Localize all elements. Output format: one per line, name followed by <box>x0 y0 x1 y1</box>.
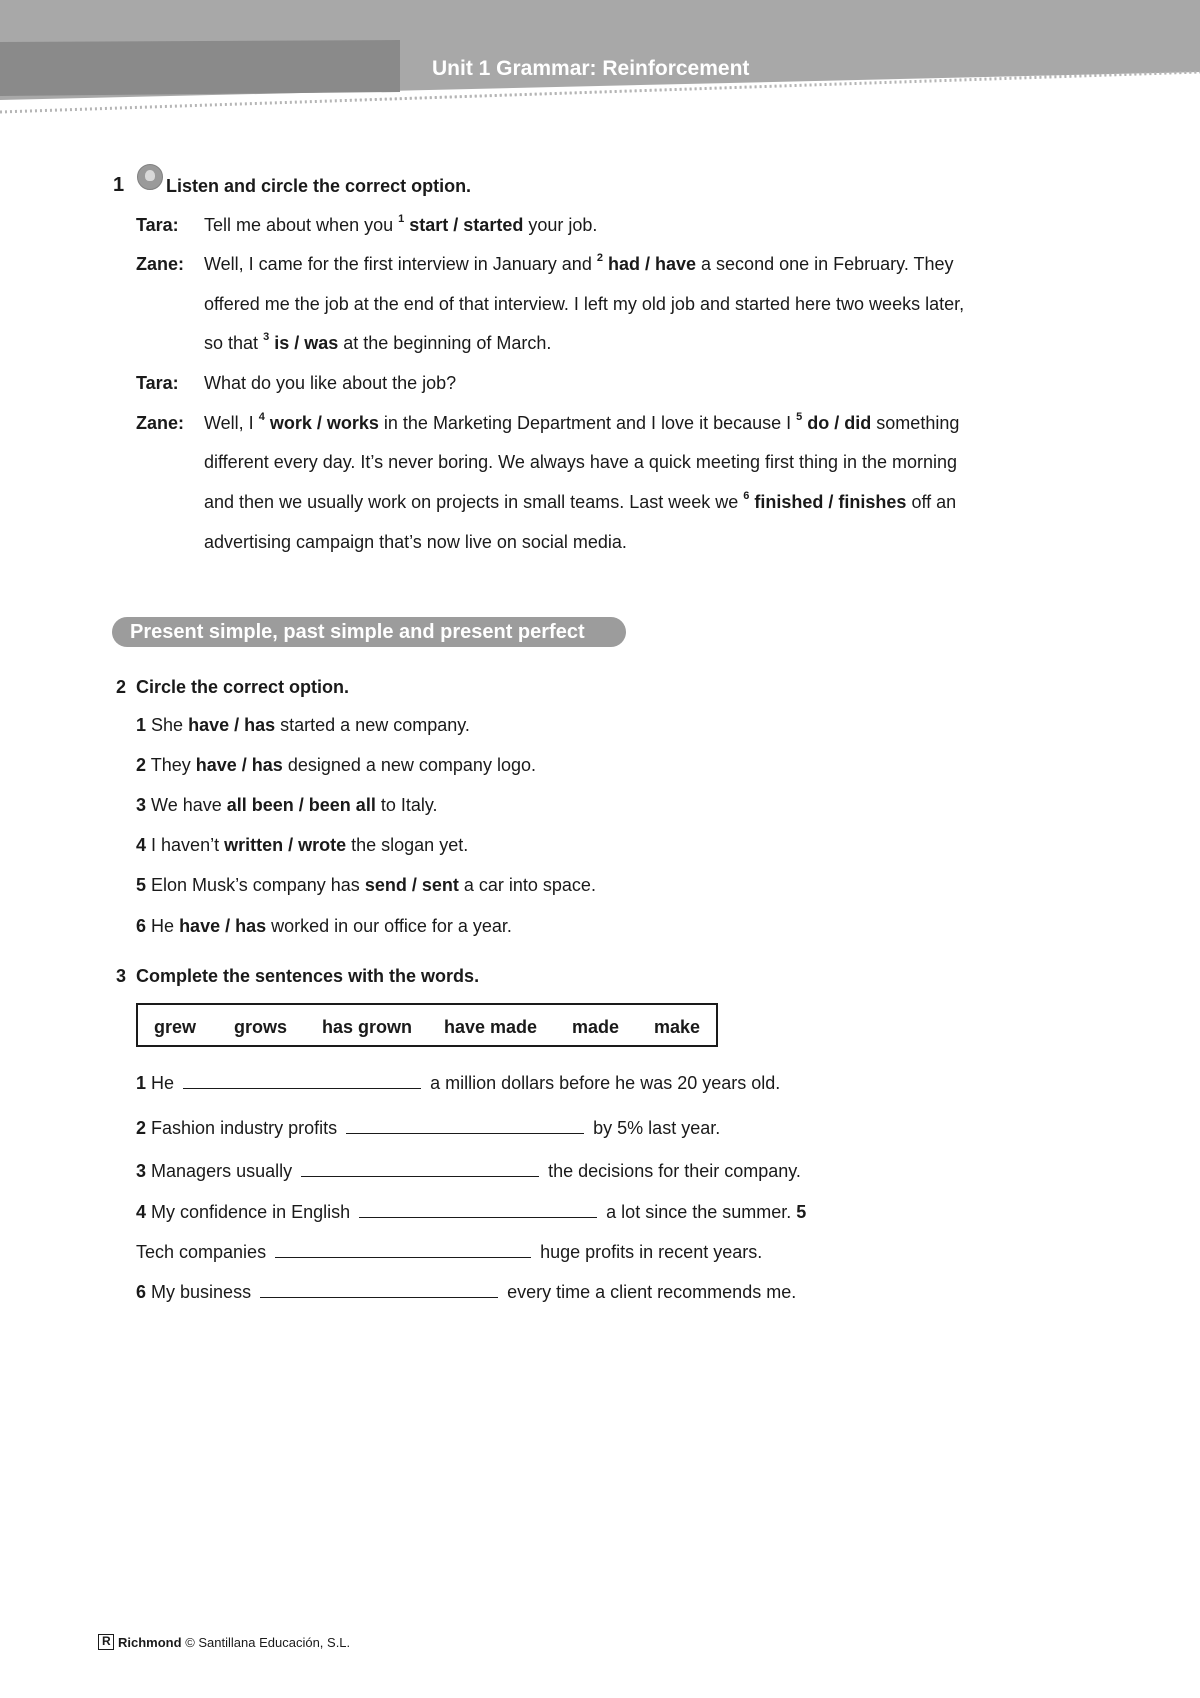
text: a car into space. <box>463 875 596 895</box>
gap-number: 4 <box>258 411 265 423</box>
word-box <box>136 1003 718 1047</box>
text: Elon Musk’s company has <box>151 875 360 895</box>
section-heading <box>112 617 626 647</box>
text: designed a new company logo. <box>287 755 536 775</box>
page-title: Unit 1 Grammar: Reinforcement <box>432 57 750 80</box>
ex2-item <box>136 917 512 935</box>
item-number: 5 <box>136 875 147 895</box>
text: Well, I came for the first interview in January and <box>204 254 592 274</box>
option-pair[interactable]: send / sent <box>364 875 459 895</box>
option-pair[interactable]: is / was <box>274 333 339 353</box>
word-option: made <box>572 1017 620 1037</box>
item-number: 4 <box>136 835 147 855</box>
ex2-item <box>136 796 438 814</box>
text: at the beginning of March. <box>343 333 552 353</box>
ex1-line-1 <box>136 216 179 234</box>
option-pair[interactable]: work / works <box>269 413 379 433</box>
speaker-label: Zane: <box>136 413 185 433</box>
ex1-line-6-text <box>204 411 960 433</box>
ex2-item <box>136 756 536 774</box>
text: something <box>876 413 960 433</box>
speaker-label: Tara: <box>136 373 179 393</box>
item-number: 6 <box>136 1282 147 1302</box>
answer-blank[interactable] <box>260 1281 498 1298</box>
audio-icon <box>137 164 163 190</box>
gap-number: 5 <box>796 411 803 423</box>
exercise-2-number: 2 <box>116 677 127 697</box>
word-option: has grown <box>322 1017 413 1037</box>
item-number: 3 <box>136 1161 147 1181</box>
item-number: 2 <box>136 1118 147 1138</box>
text: Well, I <box>204 413 254 433</box>
text: your job. <box>528 215 598 235</box>
item-number: 6 <box>136 916 147 936</box>
exercise-1-number: 1 <box>113 174 125 196</box>
text: so that <box>204 333 259 353</box>
speaker-label: Tara: <box>136 215 179 235</box>
publisher-logo-icon <box>98 1634 114 1650</box>
ex1-line-3: offered me the job at the end of that interview. I left my old job and started here two weeks later, <box>204 294 965 314</box>
option-pair[interactable]: have / has <box>179 916 267 936</box>
option-pair[interactable]: written / wrote <box>224 835 347 855</box>
ex3-item <box>136 1281 796 1301</box>
ex1-line-6 <box>136 414 184 432</box>
text: Managers usually <box>151 1161 293 1181</box>
ex1-line-5-text: What do you like about the job? <box>204 373 457 393</box>
text: in the Marketing Department and I love it because I <box>383 413 792 433</box>
text: Tell me about when you <box>204 215 394 235</box>
option-pair[interactable]: had / have <box>607 254 697 274</box>
gap-number: 2 <box>596 252 603 264</box>
text: to Italy. <box>380 795 438 815</box>
section-heading-text: Present simple, past simple and present perfect <box>130 621 585 643</box>
speaker-label: Zane: <box>136 254 185 274</box>
text: Fashion industry profits <box>151 1118 338 1138</box>
gap-number: 3 <box>263 331 270 343</box>
word-option: grows <box>234 1017 288 1037</box>
text: My business <box>151 1282 252 1302</box>
text: every time a client recommends me. <box>507 1282 797 1302</box>
text: We have <box>151 795 222 815</box>
option-pair[interactable]: have / has <box>195 755 283 775</box>
item-number: 2 <box>136 755 147 775</box>
ex1-line-8 <box>204 490 957 512</box>
gap-number: 6 <box>743 490 750 502</box>
ex1-line-7: different every day. It’s never boring. We always have a quick meeting first thing in the morning <box>204 452 958 472</box>
text: the slogan yet. <box>351 835 469 855</box>
text: They <box>150 755 191 775</box>
publisher-brand: Richmond <box>118 1635 182 1650</box>
word-option: grew <box>154 1017 197 1037</box>
ex1-line-4 <box>204 331 552 353</box>
item-number: 3 <box>136 795 147 815</box>
text: a second one in February. They <box>701 254 954 274</box>
ex3-item <box>136 1072 780 1092</box>
option-pair[interactable]: start / started <box>409 215 524 235</box>
text: the decisions for their company. <box>548 1161 801 1181</box>
item-number: 1 <box>136 715 147 735</box>
text: huge profits in recent years. <box>540 1242 763 1262</box>
ex1-line-2 <box>136 255 184 273</box>
text: a million dollars before he was 20 years old. <box>430 1073 781 1093</box>
item-number: 1 <box>136 1073 147 1093</box>
exercise-3-instruction: Complete the sentences with the words. <box>136 966 480 986</box>
text: He <box>151 1073 175 1093</box>
text: off an <box>911 492 957 512</box>
answer-blank[interactable] <box>275 1241 531 1258</box>
answer-blank[interactable] <box>301 1160 539 1177</box>
option-pair[interactable]: finished / finishes <box>754 492 907 512</box>
text: I haven’t <box>151 835 220 855</box>
text: She <box>151 715 184 735</box>
ex3-item <box>136 1117 720 1137</box>
exercise-1-instruction: Listen and circle the correct option. <box>166 176 472 196</box>
text: Tech companies <box>136 1242 267 1262</box>
ex2-item <box>136 836 468 854</box>
ex1-line-1-text <box>204 213 598 235</box>
answer-blank[interactable] <box>346 1117 584 1134</box>
answer-blank[interactable] <box>183 1072 421 1089</box>
text: by 5% last year. <box>593 1118 721 1138</box>
answer-blank[interactable] <box>359 1201 597 1218</box>
text: started a new company. <box>280 715 470 735</box>
exercise-2-instruction: Circle the correct option. <box>136 677 350 697</box>
ex1-line-5 <box>136 374 179 392</box>
item-number: 5 <box>796 1202 807 1222</box>
footer <box>98 1634 350 1650</box>
ex1-line-2-text <box>204 252 954 274</box>
option-pair[interactable]: have / has <box>188 715 276 735</box>
item-number: 4 <box>136 1202 147 1222</box>
text: My confidence in English <box>151 1202 351 1222</box>
exercise-3-number: 3 <box>116 966 127 986</box>
text: He <box>151 916 175 936</box>
ex1-line-9: advertising campaign that’s now live on social media. <box>204 532 627 552</box>
ex2-item <box>136 716 470 734</box>
option-pair[interactable]: all been / been all <box>226 795 376 815</box>
option-pair[interactable]: do / did <box>807 413 872 433</box>
word-option: make <box>654 1017 701 1037</box>
copyright-text: © Santillana Educación, S.L. <box>185 1635 351 1650</box>
text: and then we usually work on projects in small teams. Last week we <box>204 492 739 512</box>
ex3-item <box>136 1201 806 1221</box>
ex3-item <box>136 1241 762 1261</box>
ex3-item <box>136 1160 801 1180</box>
gap-number: 1 <box>398 213 405 225</box>
word-option: have made <box>444 1017 538 1037</box>
ex2-item <box>136 876 596 894</box>
text: worked in our office for a year. <box>271 916 512 936</box>
text: a lot since the summer. <box>606 1202 792 1222</box>
